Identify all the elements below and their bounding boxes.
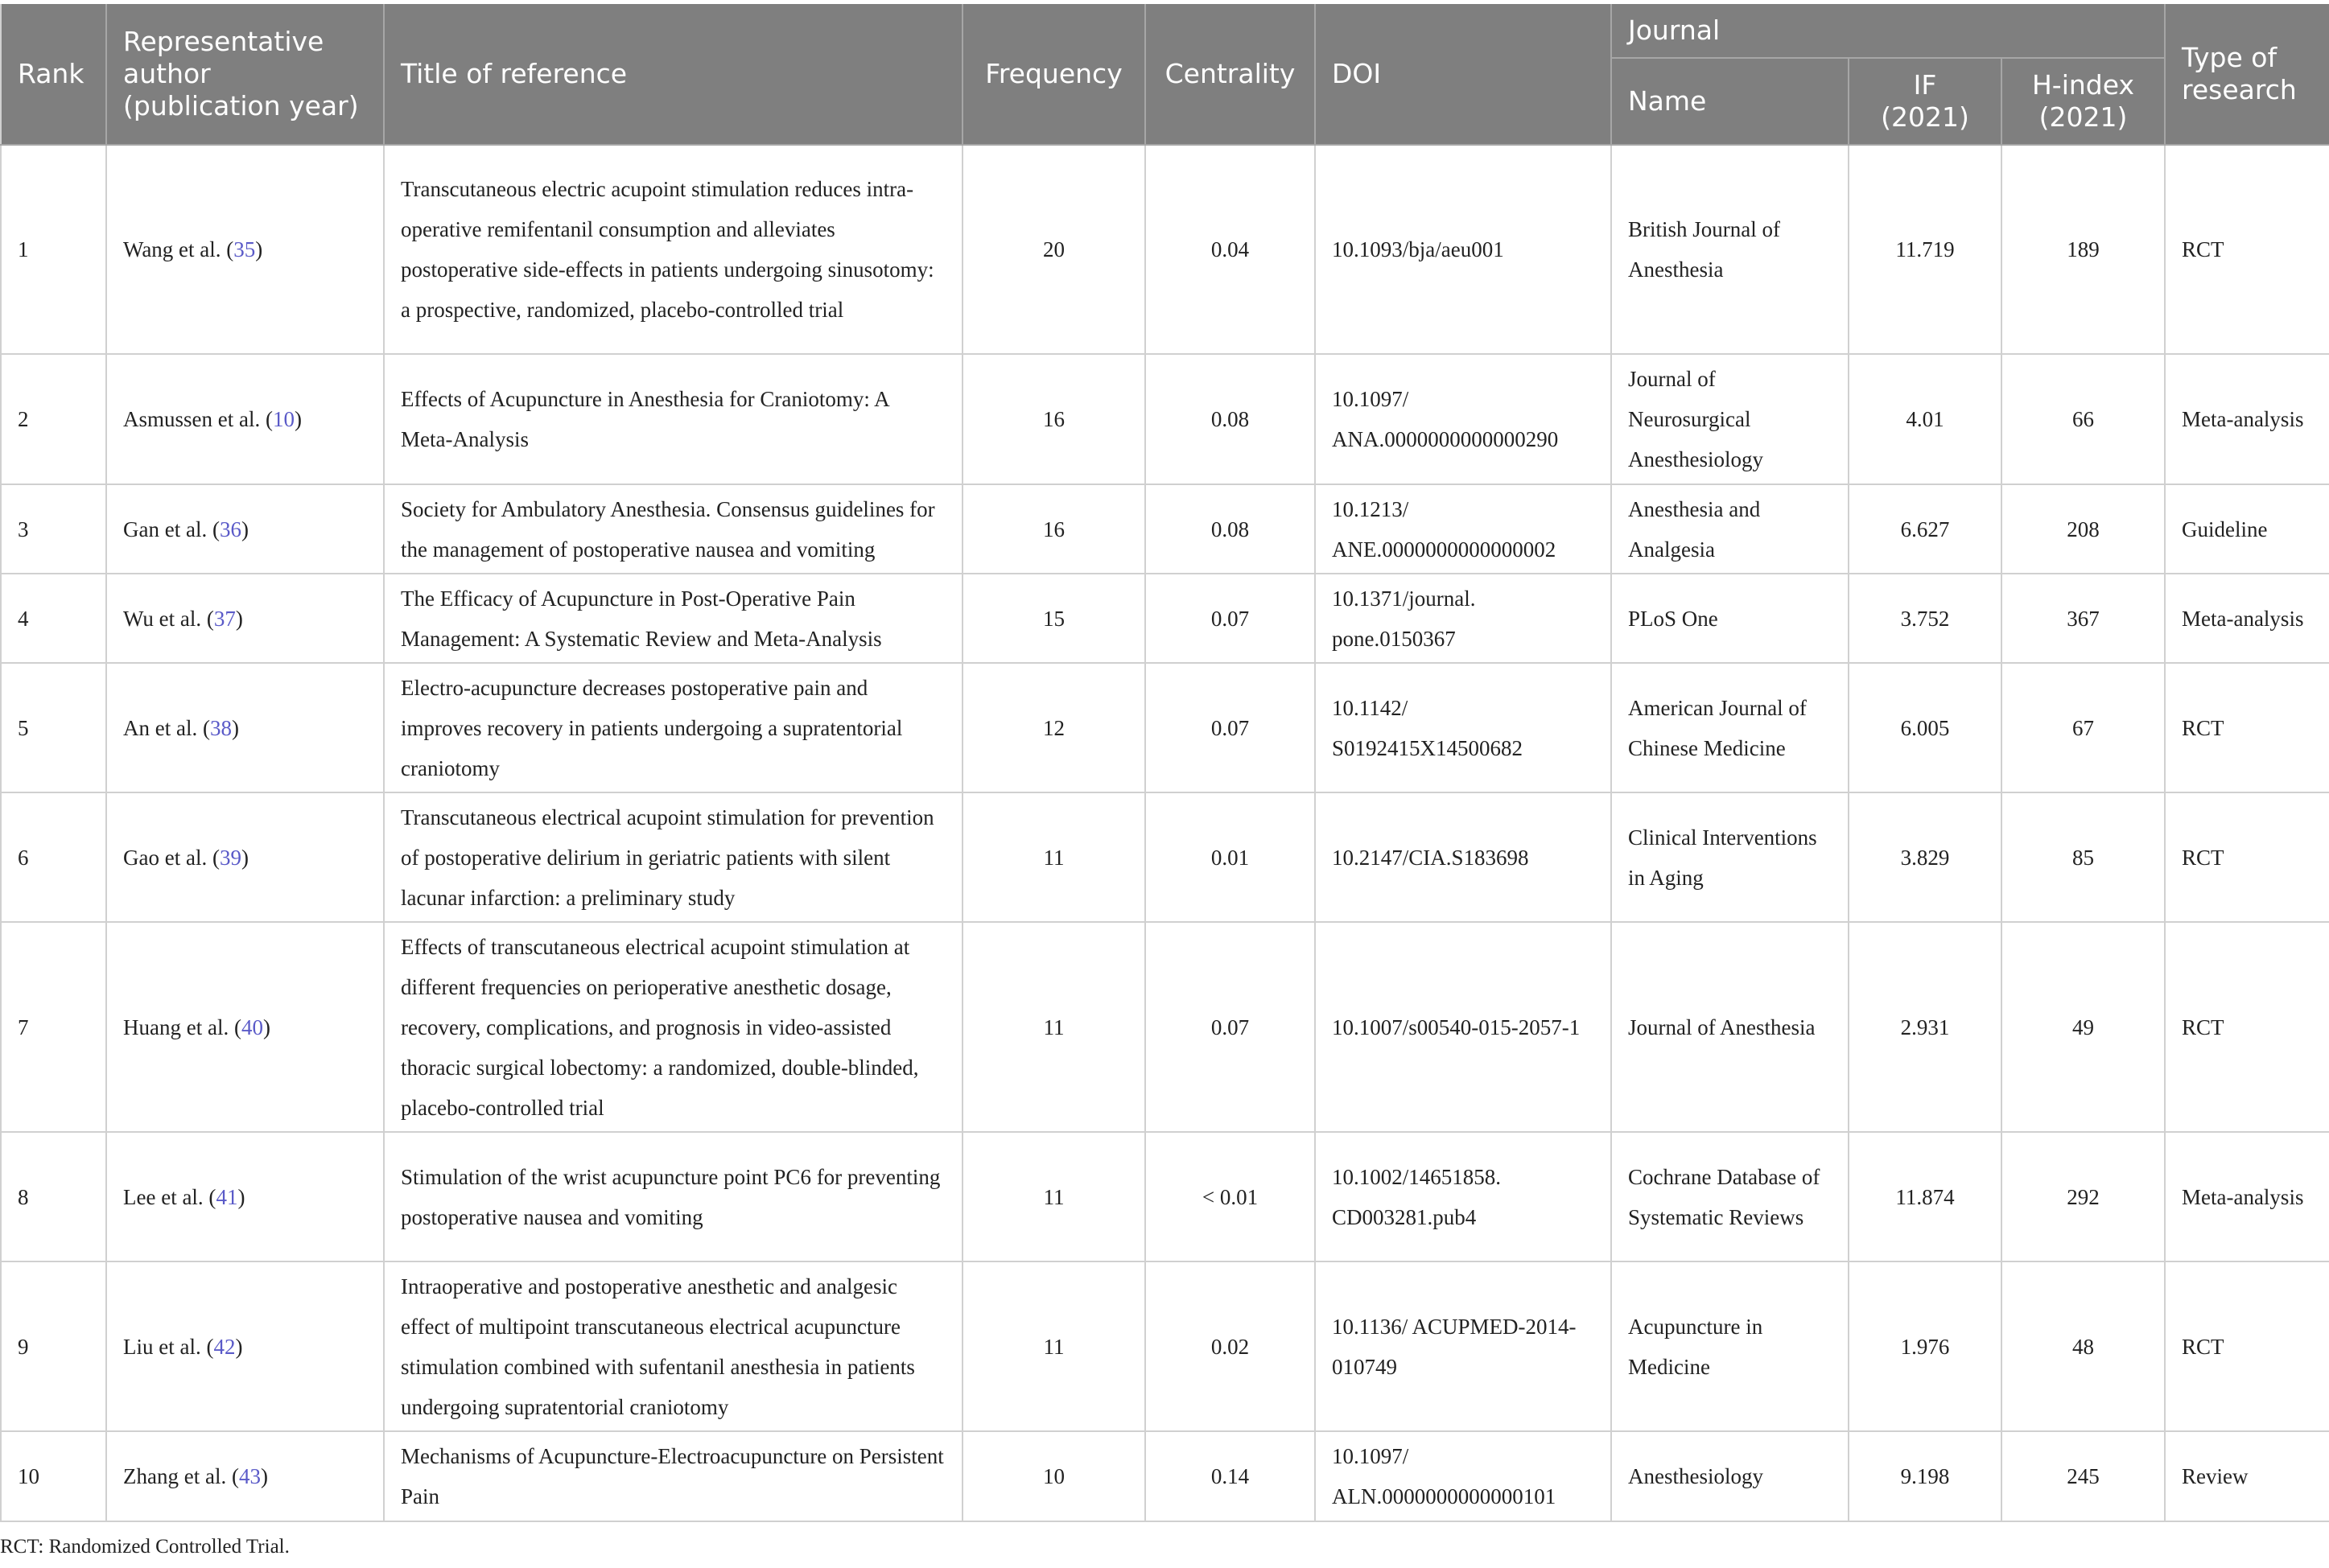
reference-link[interactable]: 43 (238, 1464, 261, 1488)
cell-doi: 10.2147/CIA.S183698 (1315, 792, 1611, 922)
cell-doi: 10.1097/ ALN.0000000000000101 (1315, 1431, 1611, 1521)
cell-author: Gan et al. (36) (106, 484, 384, 574)
reference-link[interactable]: 37 (213, 606, 236, 631)
col-header-centrality: Centrality (1145, 4, 1315, 145)
cell-centrality: 0.02 (1145, 1261, 1315, 1431)
cell-impact-factor: 2.931 (1849, 922, 2001, 1132)
cell-title: Electro-acupuncture decreases postoperative pain and improves recovery in patients undergoing a supratentorial craniotomy (384, 663, 963, 792)
reference-link[interactable]: 35 (233, 237, 256, 261)
cell-author: Zhang et al. (43) (106, 1431, 384, 1521)
reference-link[interactable]: 38 (209, 715, 232, 740)
cell-rank: 8 (1, 1132, 106, 1261)
cell-impact-factor: 6.627 (1849, 484, 2001, 574)
cell-doi: 10.1136/ ACUPMED-2014-010749 (1315, 1261, 1611, 1431)
reference-link[interactable]: 41 (216, 1184, 238, 1209)
table-row (1, 484, 2329, 574)
cell-author: Wu et al. (37) (106, 574, 384, 663)
cell-h-index: 48 (2001, 1261, 2165, 1431)
cell-rank: 3 (1, 484, 106, 574)
cell-h-index: 367 (2001, 574, 2165, 663)
cell-author: An et al. (38) (106, 663, 384, 792)
cell-h-index: 245 (2001, 1431, 2165, 1521)
table-row (1, 1261, 2329, 1431)
cell-h-index: 85 (2001, 792, 2165, 922)
cell-frequency: 16 (963, 484, 1145, 574)
table-row (1, 792, 2329, 922)
cell-type: RCT (2165, 922, 2329, 1132)
cell-title: Transcutaneous electrical acupoint stimulation for prevention of postoperative delirium in geriatric patients with silent lacunar infarction: a preliminary study (384, 792, 963, 922)
table-row (1, 145, 2329, 354)
table-row (1, 1431, 2329, 1521)
cell-frequency: 20 (963, 145, 1145, 354)
reference-link[interactable]: 10 (272, 407, 295, 431)
cell-rank: 9 (1, 1261, 106, 1431)
col-header-journal-name: Name (1611, 58, 1849, 145)
table-row (1, 354, 2329, 484)
reference-link[interactable]: 42 (213, 1334, 236, 1359)
cell-impact-factor: 1.976 (1849, 1261, 2001, 1431)
cell-centrality: 0.07 (1145, 663, 1315, 792)
col-header-impact-factor: IF (2021) (1849, 58, 2001, 145)
cell-title: Stimulation of the wrist acupuncture point PC6 for preventing postoperative nausea and vomiting (384, 1132, 963, 1261)
cell-frequency: 11 (963, 1261, 1145, 1431)
cell-centrality: 0.07 (1145, 922, 1315, 1132)
cell-type: Meta-analysis (2165, 354, 2329, 484)
cell-impact-factor: 11.719 (1849, 145, 2001, 354)
cell-type: Meta-analysis (2165, 1132, 2329, 1261)
cell-type: Meta-analysis (2165, 574, 2329, 663)
cell-frequency: 10 (963, 1431, 1145, 1521)
cell-journal-name: Acupuncture in Medicine (1611, 1261, 1849, 1431)
cell-rank: 4 (1, 574, 106, 663)
reference-link[interactable]: 40 (241, 1014, 263, 1039)
col-header-author: Representative author (publication year) (106, 4, 384, 145)
cell-journal-name: Anesthesiology (1611, 1431, 1849, 1521)
cell-h-index: 66 (2001, 354, 2165, 484)
cell-author: Gao et al. (39) (106, 792, 384, 922)
cell-impact-factor: 4.01 (1849, 354, 2001, 484)
cell-frequency: 11 (963, 922, 1145, 1132)
cell-author: Huang et al. (40) (106, 922, 384, 1132)
cell-frequency: 16 (963, 354, 1145, 484)
reference-table-container (0, 4, 2329, 1522)
cell-doi: 10.1093/bja/aeu001 (1315, 145, 1611, 354)
cell-frequency: 11 (963, 792, 1145, 922)
cell-journal-name: Journal of Anesthesia (1611, 922, 1849, 1132)
cell-h-index: 189 (2001, 145, 2165, 354)
cell-rank: 6 (1, 792, 106, 922)
col-header-title: Title of reference (384, 4, 963, 145)
cell-title: Effects of Acupuncture in Anesthesia for Craniotomy: A Meta-Analysis (384, 354, 963, 484)
col-header-h-index: H-index (2021) (2001, 58, 2165, 145)
cell-impact-factor: 3.829 (1849, 792, 2001, 922)
cell-journal-name: American Journal of Chinese Medicine (1611, 663, 1849, 792)
cell-title: Effects of transcutaneous electrical acupoint stimulation at different frequencies on perioperative anesthetic dosage, recovery, complications, and prognosis in video-assisted thoracic surgical lobectomy: a randomized, double-blinded, placebo-controlled trial (384, 922, 963, 1132)
cell-h-index: 49 (2001, 922, 2165, 1132)
cell-rank: 2 (1, 354, 106, 484)
cell-type: Guideline (2165, 484, 2329, 574)
reference-link[interactable]: 36 (219, 516, 241, 541)
cell-journal-name: Clinical Interventions in Aging (1611, 792, 1849, 922)
cell-type: RCT (2165, 792, 2329, 922)
cell-frequency: 15 (963, 574, 1145, 663)
cell-rank: 7 (1, 922, 106, 1132)
reference-table (0, 4, 2329, 1522)
cell-title: Mechanisms of Acupuncture-Electroacupuncture on Persistent Pain (384, 1431, 963, 1521)
cell-centrality: 0.07 (1145, 574, 1315, 663)
cell-doi: 10.1213/ ANE.0000000000000002 (1315, 484, 1611, 574)
cell-centrality: 0.01 (1145, 792, 1315, 922)
cell-rank: 5 (1, 663, 106, 792)
cell-doi: 10.1097/ ANA.0000000000000290 (1315, 354, 1611, 484)
cell-frequency: 11 (963, 1132, 1145, 1261)
cell-journal-name: British Journal of Anesthesia (1611, 145, 1849, 354)
cell-centrality: < 0.01 (1145, 1132, 1315, 1261)
cell-doi: 10.1142/ S0192415X14500682 (1315, 663, 1611, 792)
cell-title: The Efficacy of Acupuncture in Post-Operative Pain Management: A Systematic Review and Meta-Analysis (384, 574, 963, 663)
cell-journal-name: PLoS One (1611, 574, 1849, 663)
cell-type: RCT (2165, 1261, 2329, 1431)
cell-h-index: 208 (2001, 484, 2165, 574)
cell-journal-name: Anesthesia and Analgesia (1611, 484, 1849, 574)
cell-frequency: 12 (963, 663, 1145, 792)
cell-doi: 10.1371/journal. pone.0150367 (1315, 574, 1611, 663)
cell-rank: 1 (1, 145, 106, 354)
table-row (1, 922, 2329, 1132)
col-header-rank: Rank (1, 4, 106, 145)
cell-h-index: 292 (2001, 1132, 2165, 1261)
cell-author: Wang et al. (35) (106, 145, 384, 354)
cell-type: Review (2165, 1431, 2329, 1521)
cell-centrality: 0.08 (1145, 484, 1315, 574)
table-row (1, 574, 2329, 663)
cell-title: Transcutaneous electric acupoint stimulation reduces intra-operative remifentanil consumption and alleviates postoperative side-effects in patients undergoing sinusotomy: a prospective, randomized, placebo-controlled trial (384, 145, 963, 354)
col-header-journal: Journal (1611, 4, 2165, 58)
cell-author: Lee et al. (41) (106, 1132, 384, 1261)
cell-centrality: 0.04 (1145, 145, 1315, 354)
cell-journal-name: Cochrane Database of Systematic Reviews (1611, 1132, 1849, 1261)
cell-type: RCT (2165, 663, 2329, 792)
cell-impact-factor: 6.005 (1849, 663, 2001, 792)
col-header-frequency: Frequency (963, 4, 1145, 145)
cell-doi: 10.1007/s00540-015-2057-1 (1315, 922, 1611, 1132)
cell-journal-name: Journal of Neurosurgical Anesthesiology (1611, 354, 1849, 484)
cell-author: Asmussen et al. (10) (106, 354, 384, 484)
table-row (1, 1132, 2329, 1261)
cell-centrality: 0.08 (1145, 354, 1315, 484)
col-header-type: Type of research (2165, 4, 2329, 145)
cell-h-index: 67 (2001, 663, 2165, 792)
table-row (1, 663, 2329, 792)
cell-centrality: 0.14 (1145, 1431, 1315, 1521)
table-footnote: RCT: Randomized Controlled Trial. (0, 1536, 290, 1558)
cell-impact-factor: 3.752 (1849, 574, 2001, 663)
cell-title: Intraoperative and postoperative anesthetic and analgesic effect of multipoint transcutaneous electrical acupuncture stimulation combined with sufentanil anesthesia in patients undergoing supratentorial craniotomy (384, 1261, 963, 1431)
cell-impact-factor: 11.874 (1849, 1132, 2001, 1261)
cell-type: RCT (2165, 145, 2329, 354)
cell-doi: 10.1002/14651858. CD003281.pub4 (1315, 1132, 1611, 1261)
cell-author: Liu et al. (42) (106, 1261, 384, 1431)
cell-title: Society for Ambulatory Anesthesia. Consensus guidelines for the management of postoperative nausea and vomiting (384, 484, 963, 574)
reference-link[interactable]: 39 (219, 845, 241, 870)
cell-impact-factor: 9.198 (1849, 1431, 2001, 1521)
col-header-doi: DOI (1315, 4, 1611, 145)
cell-rank: 10 (1, 1431, 106, 1521)
